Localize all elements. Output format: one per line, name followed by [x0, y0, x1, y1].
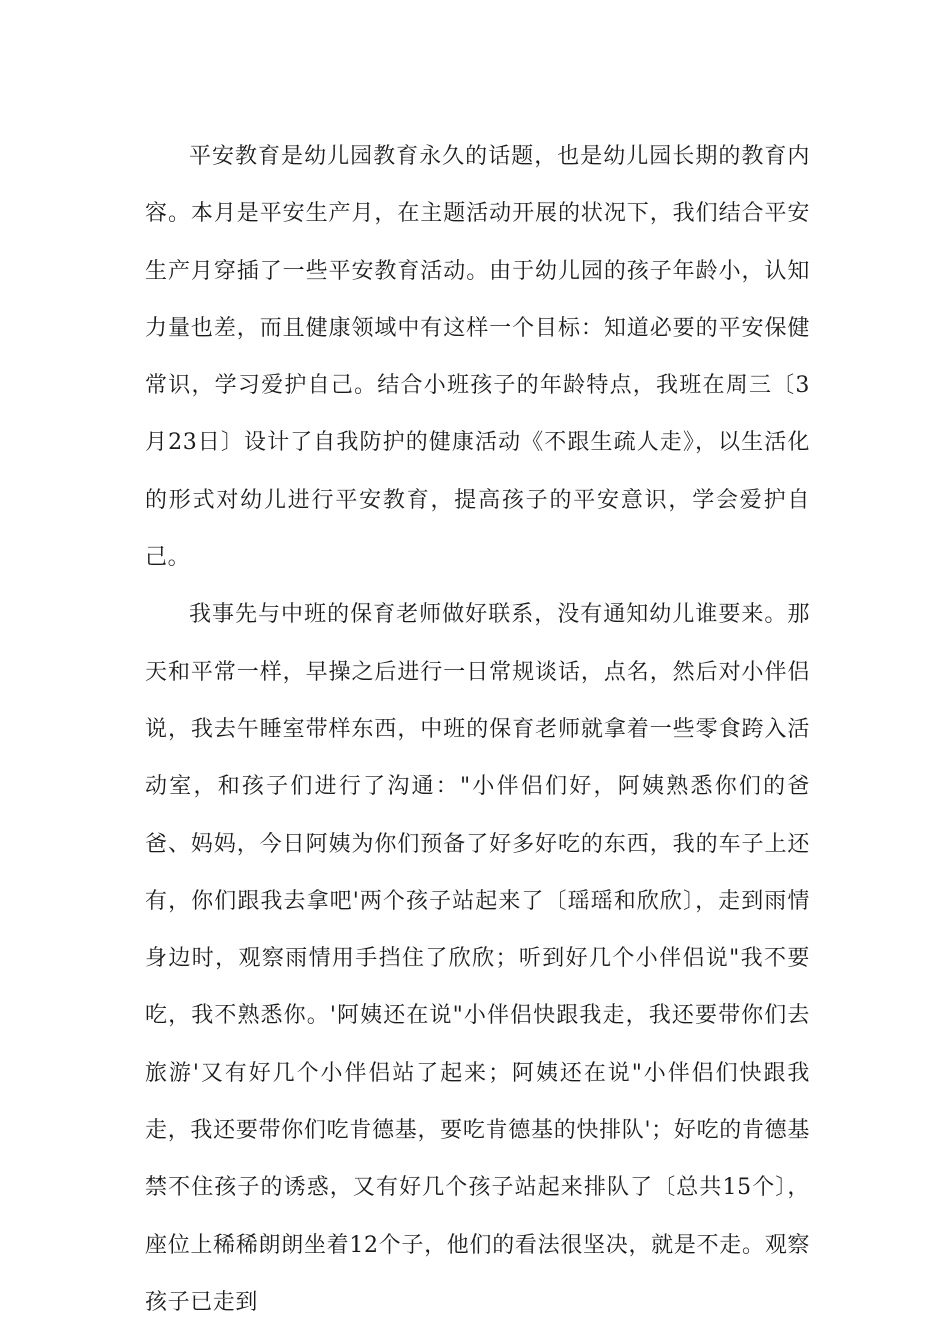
document-body — [145, 128, 810, 1331]
paragraph-2: 我事先与中班的保育老师做好联系，没有通知幼儿谁要来。那天和平常一样，早操之后进行一日常规谈话，点名，然后对小伴侣说，我去午睡室带样东西，中班的保育老师就拿着一些零食跨入活动室，和孩子们进行了沟通："小伴侣们好，阿姨熟悉你们的爸爸、妈妈，今日阿姨为你们预备了好多好吃的东西，我的车子上还有，你们跟我去拿吧'两个孩子站起来了〔瑶瑶和欣欣〕，走到雨情身边时，观察雨情用手挡住了欣欣；听到好几个小伴侣说"我不要吃，我不熟悉你。'阿姨还在说"小伴侣快跟我走，我还要带你们去旅游'又有好几个小伴侣站了起来；阿姨还在说"小伴侣们快跟我走，我还要带你们吃肯德基，要吃肯德基的快排队'；好吃的肯德基禁不住孩子的诱惑，又有好几个孩子站起来排队了〔总共15个〕，座位上稀稀朗朗坐着12个子，他们的看法很坚决，就是不走。观察孩子已走到 — [145, 602, 810, 1315]
paragraph-1: 平安教育是幼儿园教育永久的话题，也是幼儿园长期的教育内容。本月是平安生产月，在主题活动开展的状况下，我们结合平安生产月穿插了一些平安教育活动。由于幼儿园的孩子年龄小，认知力量也差，而且健康领域中有这样一个目标：知道必要的平安保健常识，学习爱护自己。结合小班孩子的年龄特点，我班在周三〔3月23日〕设计了自我防护的健康活动《不跟生疏人走》，以生活化的形式对幼儿进行平安教育，提高孩子的平安意识，学会爱护自己。 — [145, 144, 810, 571]
